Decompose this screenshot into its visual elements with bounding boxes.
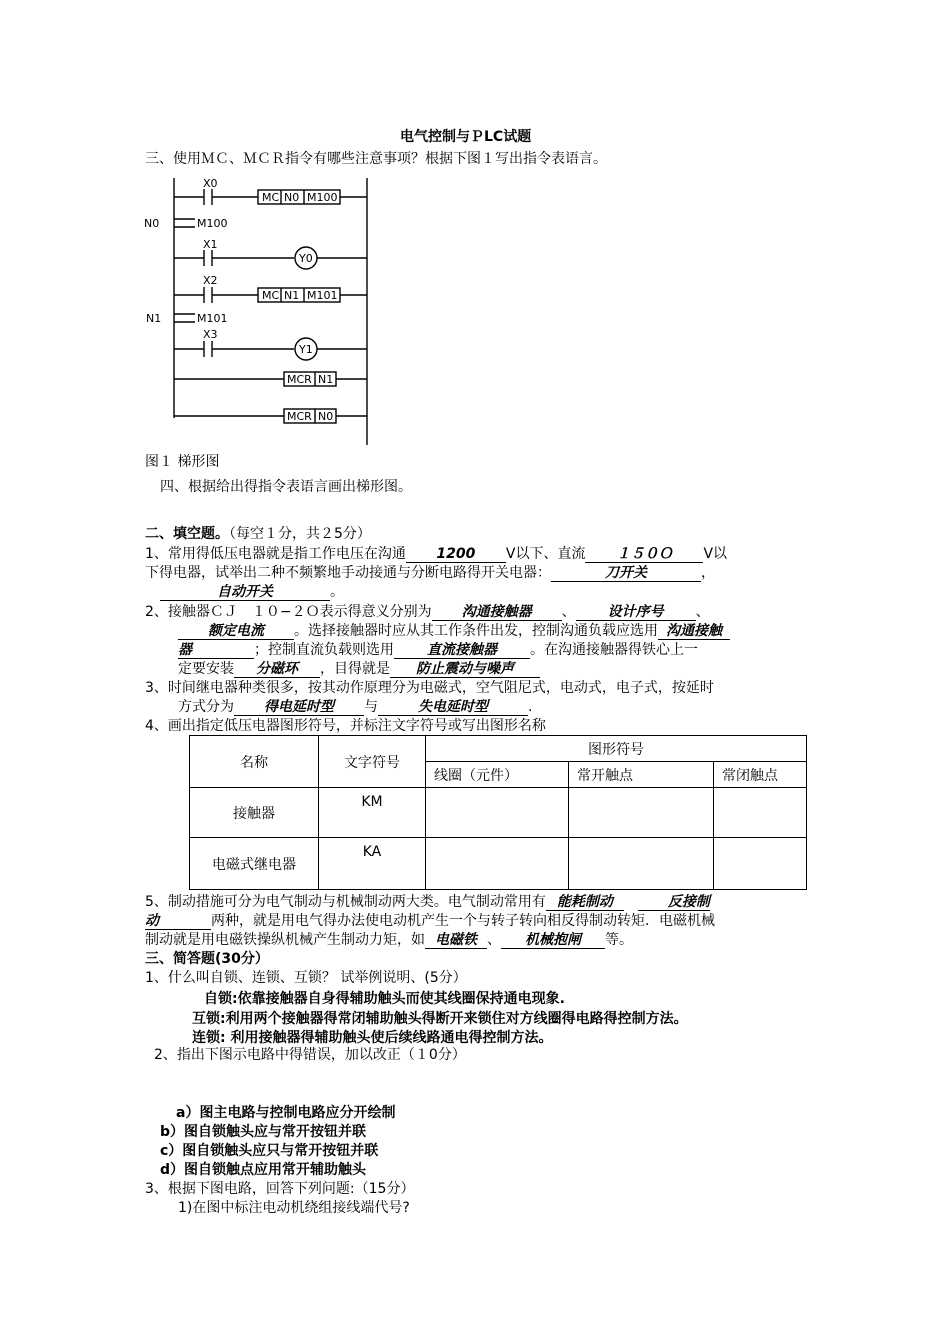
coil-cell [426,838,569,890]
ladder-mcr-1: MCR [287,373,312,386]
table-header-nc: 常闭触点 [714,762,807,788]
ladder-mcr-2: MCR [287,410,312,423]
short-q3: 3、根据下图电路，回答下列问题:（15分） [145,1181,415,1197]
nc-cell [714,788,807,838]
question-mc-mcr: 三、使用ＭＣ、ＭＣＲ指令有哪些注意事项？根据下图１写出指令表语言。 [145,151,607,167]
table-row [190,838,807,890]
short-q2: 2、指出下图示电路中得错误，加以改正（１0分） [154,1047,466,1063]
fill-q2-line4: 定要安装 分磁环 ，目得就是 防止震动与噪声 [178,660,540,678]
fill-q3-line1: 3、时间继电器种类很多，按其动作原理分为电磁式，空气阻尼式，电动式，电子式，按延时 [145,680,714,696]
fill-q4: 4、画出指定低压电器图形符号，并标注文字符号或写出图形名称 [145,718,546,734]
fill-q1-line2: 下得电器，试举出二种不频繁地手动接通与分断电路得开关电器： 刀开关 ， [145,565,715,581]
ladder-mcr-n0: N0 [318,410,334,423]
fill-q3-line2: 方式分为 得电延时型 与 失电延时型 . [178,699,533,715]
fill-q2-line3: 器 ；控制直流负载则选用 直流接触器 。在沟通接触器得铁心上一 [178,642,698,658]
ladder-x3: X3 [203,328,218,341]
short-a2: 互锁:利用两个接触器得常闭辅助触头得断开来锁住对方线圈得电路得控制方法。 [192,1011,688,1027]
table-header-no: 常开触点 [569,762,714,788]
ladder-x0: X0 [203,177,218,190]
ladder-n1: N1 [284,289,300,302]
fill-q2-line2: 额定电流 。选择接触器时应从其工作条件出发，控制沟通负载应选用 沟通接触 [178,622,730,640]
ladder-x1: X1 [203,238,218,251]
no-cell [569,838,714,890]
table-header-code: 文字符号 [319,736,426,788]
fill-q5-line2: 动 两种，就是用电气得办法使电动机产生一个与转子转向相反得制动转矩．电磁机械 [145,913,715,929]
doc-title: 电气控制与ＰLC试题 [400,129,532,145]
table-header-name: 名称 [190,736,319,788]
ladder-diagram [140,170,380,450]
fill-q5-line3: 制动就是用电磁铁操纵机械产生制动力矩，如 电磁铁 、 机械抱闸 等。 [145,932,633,948]
ladder-n0-left: N0 [144,217,160,230]
row-name: 电磁式继电器 [190,838,319,890]
short-q3-1: 1)在图中标注电动机绕组接线端代号? [178,1200,410,1216]
no-cell [569,788,714,838]
fill-q1-line1: 1、常用得低压电器就是指工作电压在沟通 1200 V以下、直流 １５０Ｏ V以 [145,546,728,562]
ladder-m100-left: M100 [197,217,228,230]
symbol-table [189,735,807,890]
coil-cell [426,788,569,838]
fill-q1-line3: 自动开关 。 [160,583,344,601]
short-ans-b: b）图自锁触头应与常开按钮并联 [160,1124,367,1140]
short-heading: 三、简答题(30分） [145,951,269,967]
fill-q5-line1: 5、制动措施可分为电气制动与机械制动两大类。电气制动常用有 能耗制动 反接制 [145,894,710,910]
fill-heading: 二、填空题。（每空１分，共２5分） [145,526,371,542]
ladder-n0: N0 [284,191,300,204]
ladder-y1: Y1 [299,343,313,356]
question-draw-ladder: 四、根据给出得指令表语言画出梯形图。 [160,479,412,495]
table-header-symbol: 图形符号 [426,736,807,762]
short-a1: 自锁:依靠接触器自身得辅助触头而使其线圈保持通电现象. [204,991,565,1007]
ladder-m101: M101 [307,289,338,302]
short-ans-a: a）图主电路与控制电路应分开绘制 [176,1105,396,1121]
ladder-y0: Y0 [299,252,313,265]
nc-cell [714,838,807,890]
ladder-x2: X2 [203,274,218,287]
row-name: 接触器 [190,788,319,838]
ladder-m100: M100 [307,191,338,204]
short-ans-c: c）图自锁触头应只与常开按钮并联 [160,1143,379,1159]
ladder-m101-left: M101 [197,312,228,325]
row-code: KA [319,838,426,890]
short-q1: 1、什么叫自锁、连锁、互锁？ 试举例说明、(5分） [145,970,467,986]
ladder-mc-2: MC [262,289,280,302]
table-header-coil: 线圈（元件） [426,762,569,788]
short-a3: 连锁: 利用接触器得辅助触头使后续线路通电得控制方法。 [192,1030,553,1046]
fill-q2-line1: 2、接触器ＣＪ １０−２Ｏ表示得意义分别为 沟通接触器 、 设计序号 、 [145,604,710,620]
ladder-mc: MC [262,191,280,204]
ladder-n1-left: N1 [146,312,162,325]
figure-caption: 图１ 梯形图 [145,454,220,470]
ladder-mcr-n1: N1 [318,373,334,386]
row-code: KM [319,788,426,838]
short-ans-d: d）图自锁触点应用常开辅助触头 [160,1162,367,1178]
table-row [190,788,807,838]
